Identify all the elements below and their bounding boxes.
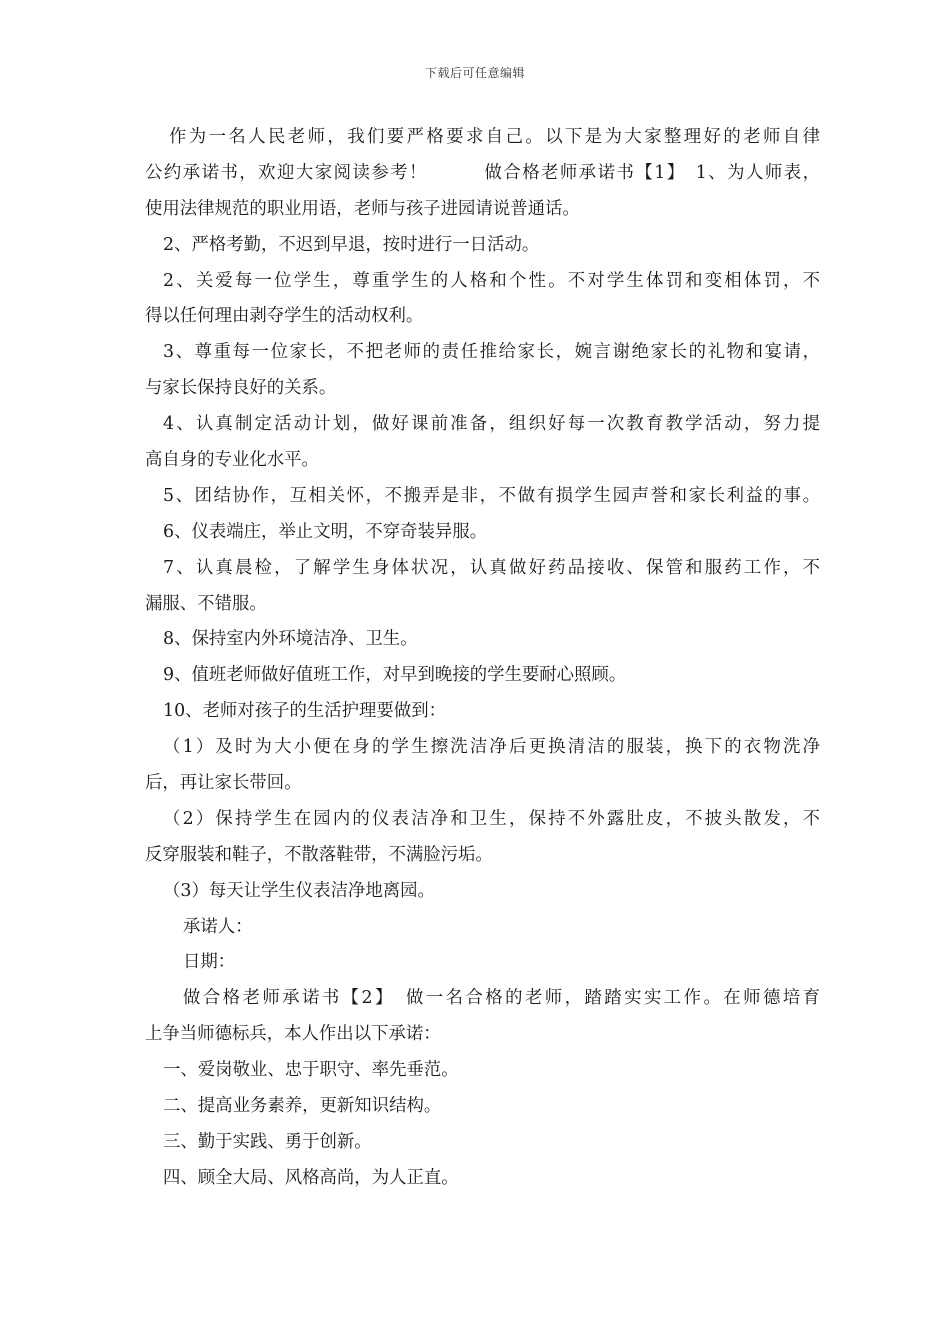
text-line: 5、团结协作，互相关怀，不搬弄是非，不做有损学生园声誉和家长利益的事。 bbox=[163, 485, 820, 506]
text-line: 后，再让家长带回。 bbox=[145, 773, 302, 794]
header-note: 下载后可任意编辑 bbox=[424, 66, 525, 80]
text-line: 上争当师德标兵，本人作出以下承诺： bbox=[145, 1024, 441, 1045]
text-line: 承诺人： bbox=[183, 916, 253, 937]
text-line: 使用法律规范的职业用语，老师与孩子进园请说普通话。 bbox=[145, 198, 580, 219]
text-line: 漏服、不错服。 bbox=[145, 593, 267, 614]
text-line: （2）保持学生在园内的仪表洁净和卫生，保持不外露肚皮，不披头散发，不 bbox=[163, 808, 820, 829]
text-line: （3）每天让学生仪表洁净地离园。 bbox=[163, 880, 435, 901]
text-line: 6、仪表端庄，举止文明，不穿奇装异服。 bbox=[163, 521, 488, 542]
text-line: 二、提高业务素养，更新知识结构。 bbox=[163, 1096, 442, 1117]
text-line: 三、勤于实践、勇于创新。 bbox=[163, 1131, 372, 1152]
text-line: 4、认真制定活动计划，做好课前准备，组织好每一次教育教学活动，努力提 bbox=[163, 414, 820, 435]
text-line: 日期： bbox=[183, 952, 236, 973]
text-line: 四、顾全大局、风格高尚，为人正直。 bbox=[163, 1167, 459, 1188]
text-line: 8、保持室内外环境洁净、卫生。 bbox=[163, 629, 418, 650]
text-line: 作为一名人民老师，我们要严格要求自己。以下是为大家整理好的老师自律 bbox=[169, 127, 820, 147]
text-line: 2、关爱每一位学生，尊重学生的人格和个性。不对学生体罚和变相体罚，不 bbox=[163, 270, 820, 291]
text-line: 3、尊重每一位家长，不把老师的责任推给家长，婉言谢绝家长的礼物和宴请， bbox=[163, 342, 820, 363]
text-line: 得以任何理由剥夺学生的活动权利。 bbox=[145, 306, 424, 327]
text-line: 公约承诺书，欢迎大家阅读参考！ 做合格老师承诺书【1】 1、为人师表， bbox=[145, 162, 820, 183]
document-body bbox=[145, 120, 820, 1197]
text-line: 与家长保持良好的关系。 bbox=[145, 378, 337, 399]
text-line: 高自身的专业化水平。 bbox=[145, 450, 319, 471]
text-line: 2、严格考勤，不迟到早退，按时进行一日活动。 bbox=[163, 234, 540, 255]
text-line: （1）及时为大小便在身的学生擦洗洁净后更换清洁的服装，换下的衣物洗净 bbox=[163, 737, 820, 758]
text-line: 10、老师对孩子的生活护理要做到： bbox=[163, 701, 446, 722]
text-line: 7、认真晨检，了解学生身体状况，认真做好药品接收、保管和服药工作，不 bbox=[163, 557, 820, 578]
text-line: 一、爱岗敬业、忠于职守、率先垂范。 bbox=[163, 1060, 459, 1081]
text-line: 反穿服装和鞋子，不散落鞋带，不满脸污垢。 bbox=[145, 844, 493, 865]
text-line: 9、值班老师做好值班工作，对早到晚接的学生要耐心照顾。 bbox=[163, 665, 627, 686]
text-line: 做合格老师承诺书【2】 做一名合格的老师，踏踏实实工作。在师德培育 bbox=[183, 988, 820, 1009]
